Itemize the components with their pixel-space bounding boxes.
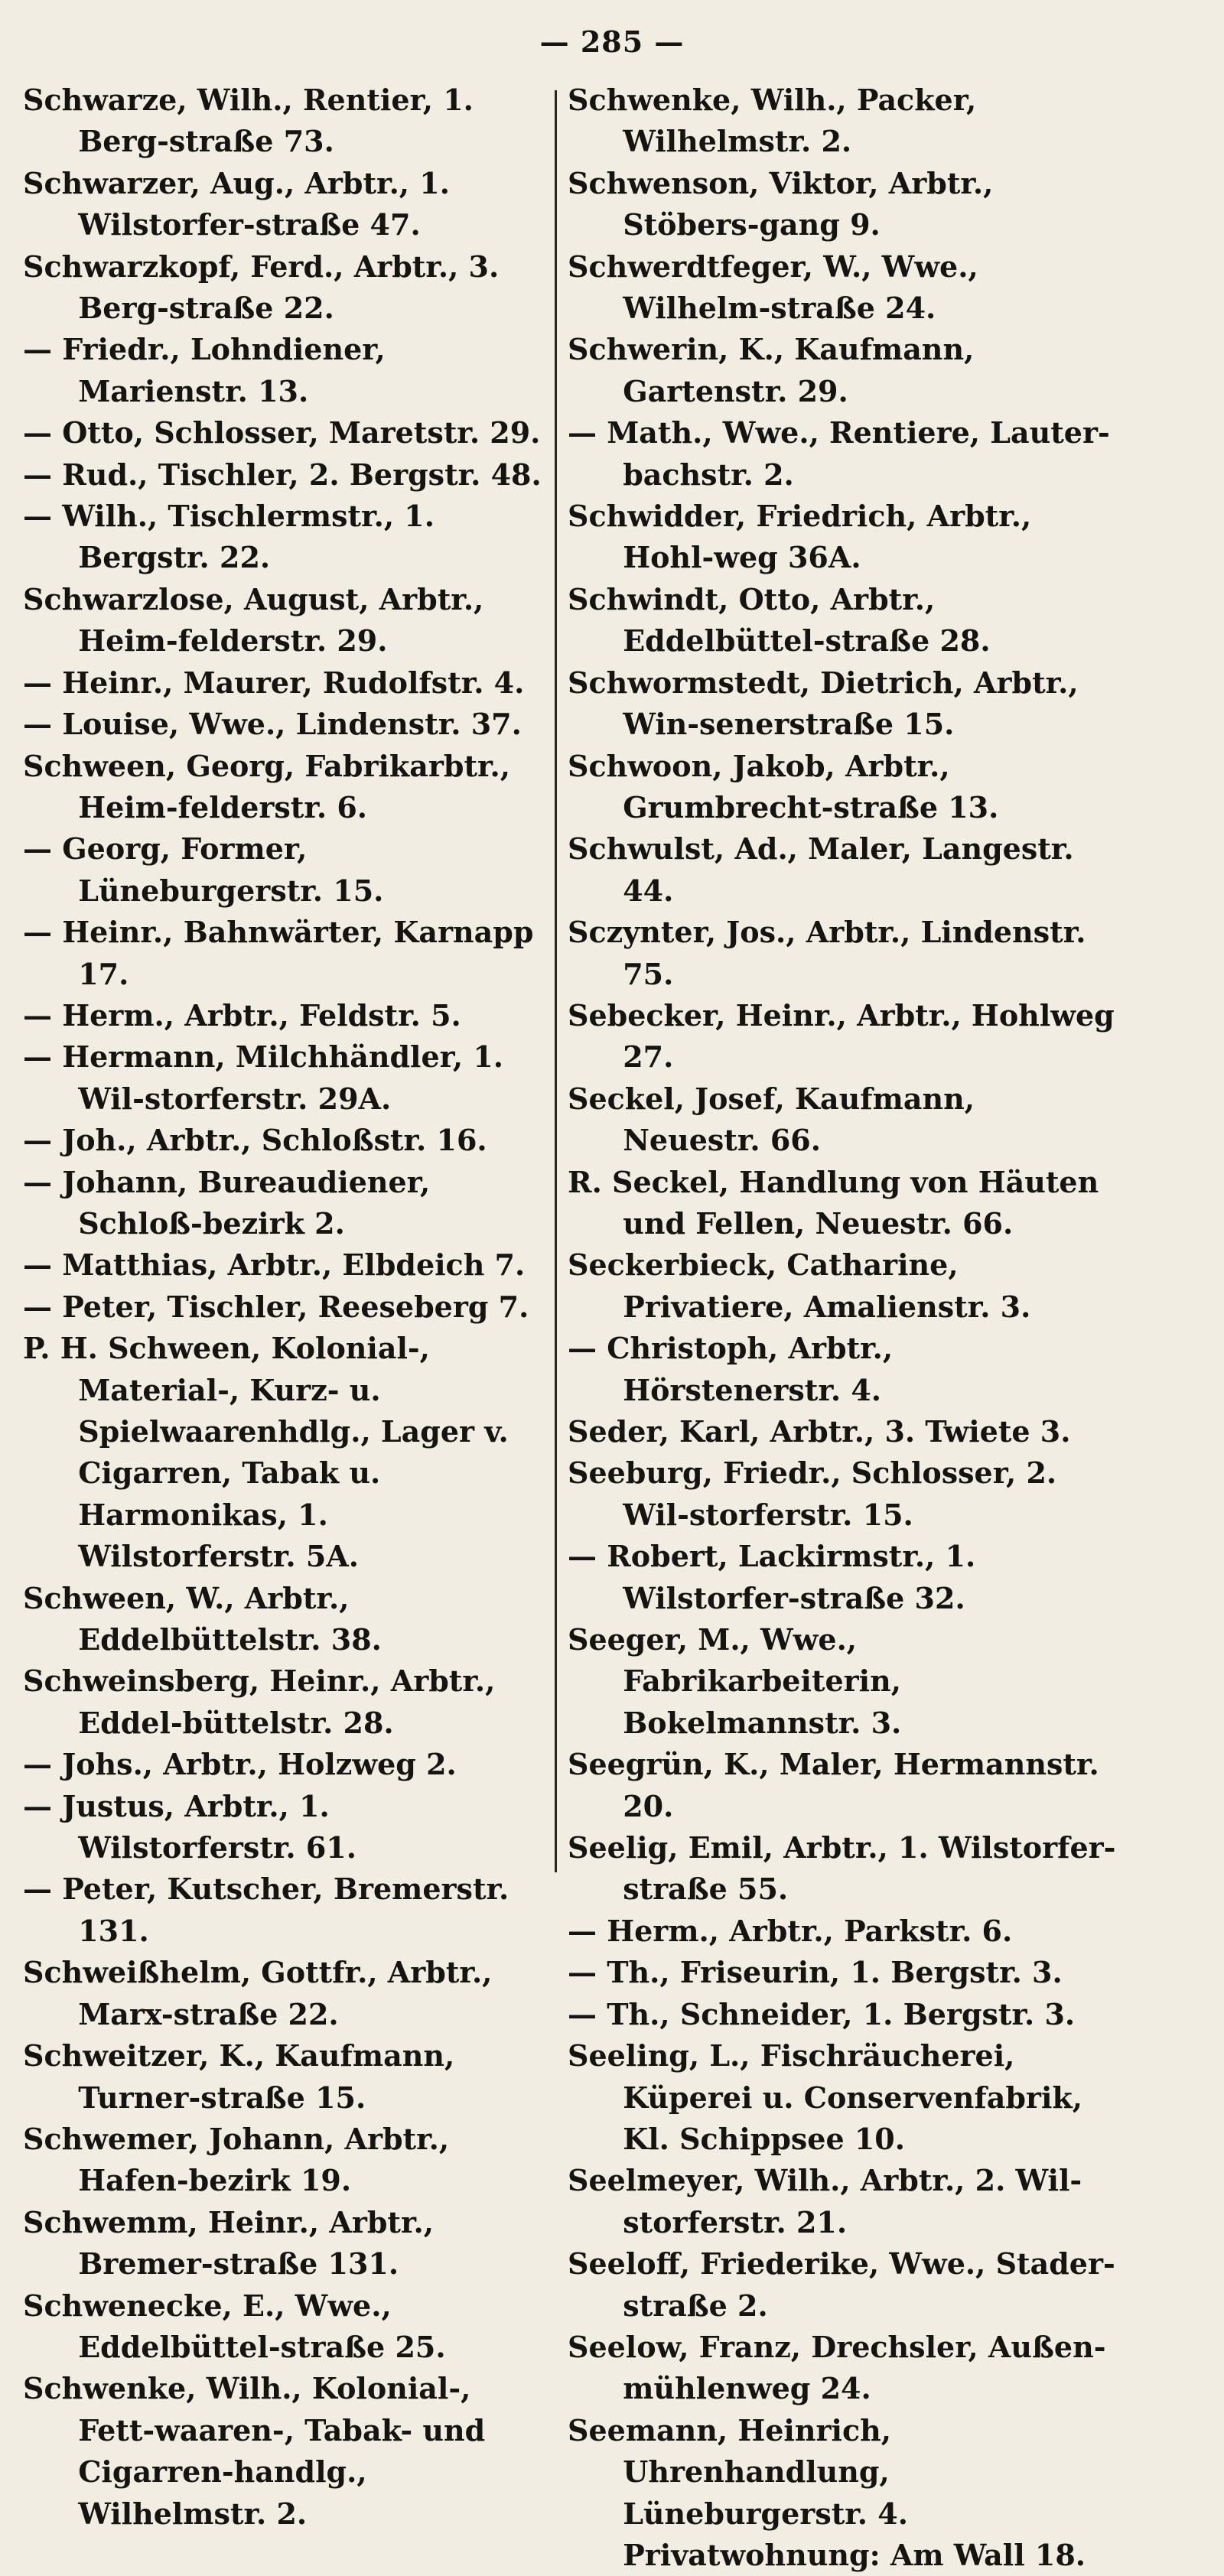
directory-entry: — Herm., Arbtr., Parkstr. 6.	[568, 1913, 1013, 1948]
directory-entry: Sczynter, Jos., Arbtr., Lindenstr. 75.	[568, 915, 1086, 991]
directory-entry: Schwerdtfeger, W., Wwe., Wilhelm-straße 24.	[568, 249, 978, 326]
directory-entry: Schween, Georg, Fabrikarbtr., Heim-felderstr. 6.	[23, 748, 511, 825]
directory-entry: Schwerin, K., Kaufmann, Gartenstr. 29.	[568, 332, 975, 408]
directory-entry: Schwoon, Jakob, Arbtr., Grumbrecht-straße 13.	[568, 748, 999, 825]
directory-entry: Schwemer, Johann, Arbtr., Hafen-bezirk 19.	[23, 2121, 450, 2198]
directory-entry: — Joh., Arbtr., Schloßstr. 16.	[23, 1123, 487, 1158]
directory-entry: — Th., Schneider, 1. Bergstr. 3.	[568, 1996, 1076, 2031]
directory-entry: P. H. Schween, Kolonial-, Material-, Kurz- u. Spielwaarenhdlg., Lager v. Cigarren, Tabak u. Harmonikas, 1. Wilstorferstr. 5A.	[23, 1331, 509, 1574]
directory-entry: — Christoph, Arbtr., Hörstenerstr. 4.	[568, 1331, 894, 1407]
directory-entry: Seeburg, Friedr., Schlosser, 2. Wil-storferstr. 15.	[568, 1456, 1057, 1532]
directory-entry: Schwulst, Ad., Maler, Langestr. 44.	[568, 831, 1074, 908]
directory-entry: Sebecker, Heinr., Arbtr., Hohlweg 27.	[568, 997, 1115, 1075]
directory-entry: Seeger, M., Wwe., Fabrikarbeiterin, Bokelmannstr. 3.	[568, 1622, 902, 1740]
directory-entry: — Herm., Arbtr., Feldstr. 5.	[23, 997, 461, 1033]
directory-entry: — Math., Wwe., Rentiere, Lauter-bachstr. 2.	[568, 415, 1110, 492]
directory-entry: — Peter, Tischler, Reeseberg 7.	[23, 1289, 529, 1324]
directory-entry: Schween, W., Arbtr., Eddelbüttelstr. 38.	[23, 1580, 382, 1657]
directory-entry: Schweitzer, K., Kaufmann, Turner-straße 15.	[23, 2038, 455, 2115]
directory-entry: Seegrün, K., Maler, Hermannstr. 20.	[568, 1747, 1099, 1823]
directory-entry: — Justus, Arbtr., 1. Wilstorferstr. 61.	[23, 1788, 356, 1865]
directory-entry: — Johs., Arbtr., Holzweg 2.	[23, 1747, 457, 1782]
directory-entry: Schwarze, Wilh., Rentier, 1. Berg-straße 73.	[23, 83, 474, 159]
directory-entry: — Matthias, Arbtr., Elbdeich 7.	[23, 1247, 526, 1283]
directory-entry: Schwarzer, Aug., Arbtr., 1. Wilstorfer-straße 47.	[23, 165, 450, 242]
directory-entry: Seeling, L., Fischräucherei, Küperei u. Conservenfabrik, Kl. Schippsee 10.	[568, 2038, 1082, 2156]
directory-entry: — Friedr., Lohndiener, Marienstr. 13.	[23, 332, 386, 408]
directory-entry: Seckel, Josef, Kaufmann, Neuestr. 66.	[568, 1081, 975, 1158]
directory-entry: Seelmeyer, Wilh., Arbtr., 2. Wil-storferstr. 21.	[568, 2163, 1082, 2239]
directory-entry: Schwemm, Heinr., Arbtr., Bremer-straße 131.	[23, 2204, 434, 2282]
directory-entry: Schwarzkopf, Ferd., Arbtr., 3. Berg-straße 22.	[23, 249, 500, 326]
directory-entry: Seeloff, Friederike, Wwe., Stader-straße 2.	[568, 2246, 1115, 2323]
column-divider	[555, 90, 557, 1872]
directory-entry: — Th., Friseurin, 1. Bergstr. 3.	[568, 1955, 1063, 1990]
directory-entry: Seemann, Heinrich, Uhrenhandlung, Lüneburgerstr. 4. Privatwohnung: Am Wall 18.	[568, 2412, 1086, 2572]
directory-entry: Schwarzlose, August, Arbtr., Heim-felderstr. 29.	[23, 581, 484, 659]
directory-entry: Seder, Karl, Arbtr., 3. Twiete 3.	[568, 1414, 1071, 1449]
directory-entry: Schwenecke, E., Wwe., Eddelbüttel-straße 25.	[23, 2288, 446, 2364]
directory-entry: — Rud., Tischler, 2. Bergstr. 48.	[23, 457, 542, 492]
directory-entry: — Robert, Lackirmstr., 1. Wilstorfer-straße 32.	[568, 1539, 976, 1615]
right-column	[568, 80, 1118, 2572]
directory-entry: Seelig, Emil, Arbtr., 1. Wilstorfer-straße 55.	[568, 1830, 1116, 1907]
directory-entry: Schweißhelm, Gottfr., Arbtr., Marx-straße 22.	[23, 1955, 493, 2031]
directory-entry: — Heinr., Bahnwärter, Karnapp 17.	[23, 915, 534, 991]
directory-entry: R. Seckel, Handlung von Häuten und Fellen, Neuestr. 66.	[568, 1164, 1099, 1241]
directory-entry: — Hermann, Milchhändler, 1. Wil-storferstr. 29A.	[23, 1039, 504, 1116]
directory-entry: — Wilh., Tischlermstr., 1. Bergstr. 22.	[23, 499, 435, 575]
directory-entry: — Louise, Wwe., Lindenstr. 37.	[23, 707, 522, 742]
directory-entry: — Heinr., Maurer, Rudolfstr. 4.	[23, 665, 525, 700]
directory-entry: — Johann, Bureaudiener, Schloß-bezirk 2.	[23, 1164, 431, 1241]
directory-entry: Schwormstedt, Dietrich, Arbtr., Win-senerstraße 15.	[568, 665, 1079, 742]
directory-entry: Seelow, Franz, Drechsler, Außen-mühlenweg 24.	[568, 2329, 1106, 2406]
directory-entry: Schwindt, Otto, Arbtr., Eddelbüttel-straße 28.	[568, 581, 991, 659]
left-column	[23, 80, 546, 2531]
directory-entry: Schweinsberg, Heinr., Arbtr., Eddel-büttelstr. 28.	[23, 1664, 496, 1740]
directory-entry: Seckerbieck, Catharine, Privatiere, Amalienstr. 3.	[568, 1247, 1031, 1324]
directory-entry: — Peter, Kutscher, Bremerstr. 131.	[23, 1872, 509, 1948]
directory-entry: — Otto, Schlosser, Maretstr. 29.	[23, 415, 541, 450]
directory-entry: Schwenke, Wilh., Kolonial-, Fett-waaren-, Tabak- und Cigarren-handlg., Wilhelmstr. 2.	[23, 2371, 486, 2531]
directory-entry: Schwenson, Viktor, Arbtr., Stöbers-gang 9.	[568, 165, 994, 242]
directory-entry: Schwidder, Friedrich, Arbtr., Hohl-weg 36A.	[568, 499, 1032, 575]
directory-entry: Schwenke, Wilh., Packer, Wilhelmstr. 2.	[568, 83, 977, 159]
directory-entry: — Georg, Former, Lüneburgerstr. 15.	[23, 831, 384, 908]
page-number: — 285 —	[539, 24, 685, 59]
